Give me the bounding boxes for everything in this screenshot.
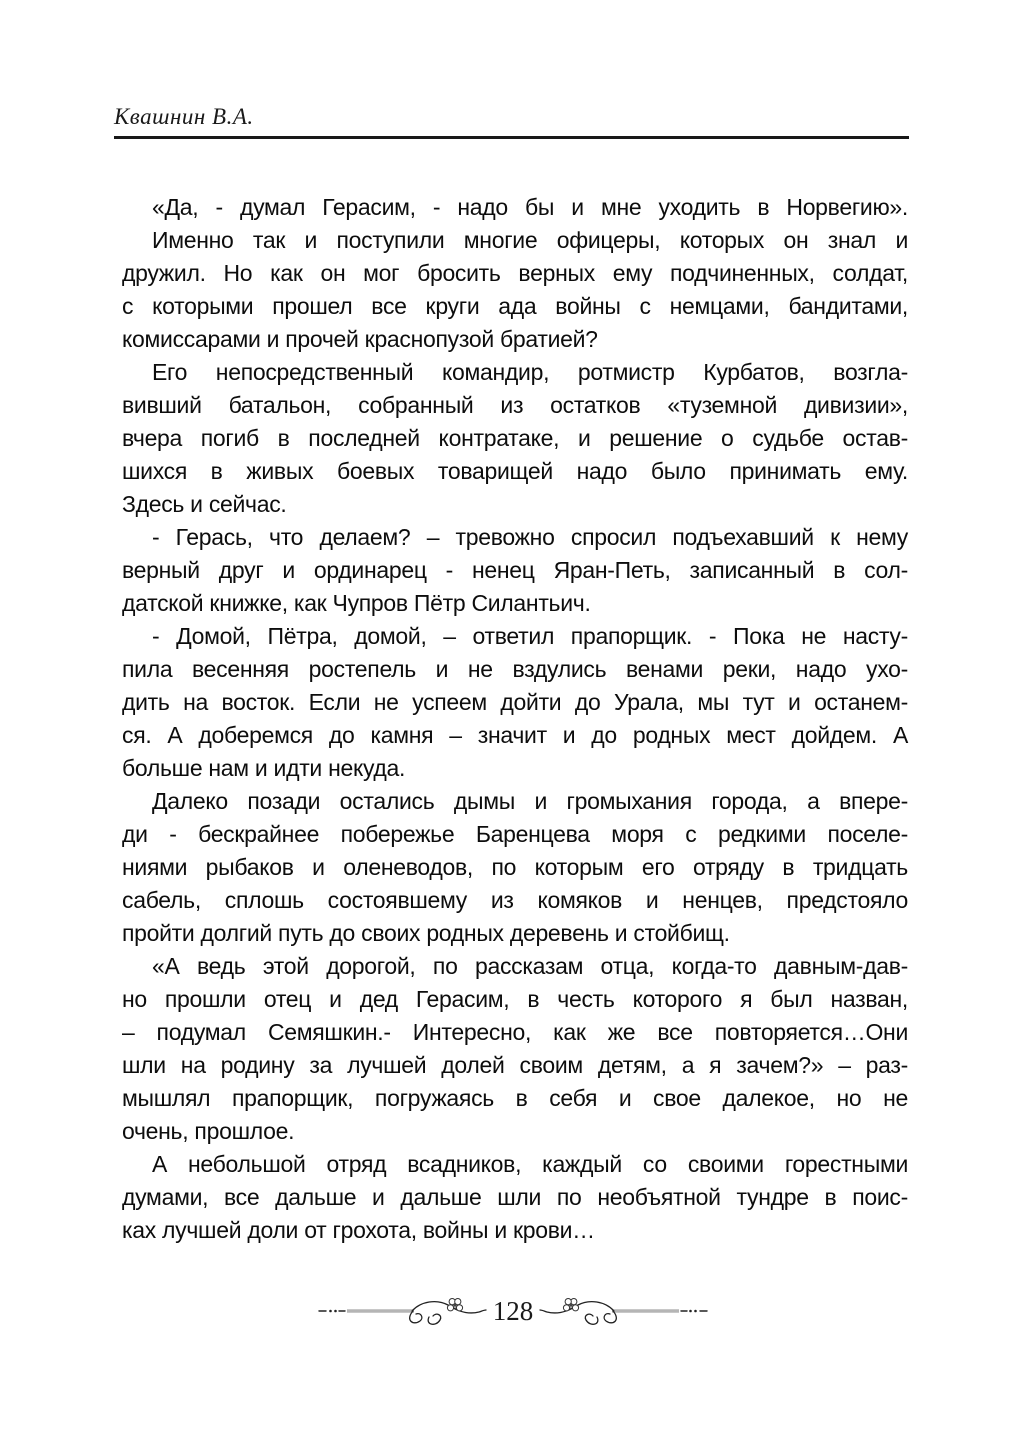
text-line: пройти долгий путь до своих родных деревень и стойбищ. (122, 920, 730, 946)
text-line: больше нам и идти некуда. (122, 755, 406, 781)
page-number: 128 (492, 1295, 534, 1326)
text-line: верный друг и ординарец - ненец Яран-Петь, записанный в сол- (122, 557, 908, 583)
paragraph (122, 191, 908, 224)
body-text (122, 191, 908, 1247)
text-line: «Да, - думал Герасим, - надо бы и мне уходить в Норвегию». (152, 194, 908, 220)
text-line: Именно так и поступили многие офицеры, которых он знал и (152, 227, 908, 253)
paragraph (122, 356, 908, 521)
text-line: с которыми прошел все круги ада войны с немцами, бандитами, (122, 293, 908, 319)
paragraph (122, 620, 908, 785)
text-line: вчера погиб в последней контратаке, и решение о судьбе остав- (122, 425, 908, 451)
text-line: «А ведь этой дорогой, по рассказам отца, когда-то давным-дав- (152, 953, 908, 979)
footer-ornament-right-icon (539, 1294, 709, 1328)
text-line: дружил. Но как он мог бросить верных ему подчиненных, солдат, (122, 260, 908, 286)
text-line: но прошли отец и дед Герасим, в честь которого я был назван, (122, 986, 908, 1012)
paragraph (122, 950, 908, 1148)
text-line: вивший батальон, собранный из остатков «туземной дивизии», (122, 392, 908, 418)
text-line: сабель, сплошь состоявшему из комяков и ненцев, предстояло (122, 887, 908, 913)
text-line: - Домой, Пётра, домой, – ответил прапорщик. - Пока не насту- (152, 623, 908, 649)
text-line: думами, все дальше и дальше шли по необъятной тундре в поис- (122, 1184, 908, 1210)
paragraph (122, 521, 908, 620)
paragraph (122, 785, 908, 950)
running-head (114, 104, 909, 139)
text-line: Далеко позади остались дымы и громыхания города, а впере- (152, 788, 908, 814)
text-line: Его непосредственный командир, ротмистр Курбатов, возгла- (152, 359, 908, 385)
paragraph (122, 224, 908, 356)
text-line: пила весенняя ростепель и не вздулись венами реки, надо ухо- (122, 656, 908, 682)
text-line: – подумал Семяшкин.- Интересно, как же все повторяется…Они (122, 1019, 908, 1045)
text-line: дить на восток. Если не успеем дойти до Урала, мы тут и останем- (122, 689, 908, 715)
text-line: ди - бескрайнее побережье Баренцева моря с редкими поселе- (122, 821, 908, 847)
text-line: А небольшой отряд всадников, каждый со своими горестными (152, 1151, 908, 1177)
text-line: шихся в живых боевых товарищей надо было принимать ему. (122, 458, 908, 484)
text-line: Здесь и сейчас. (122, 491, 287, 517)
text-line: ся. А доберемся до камня – значит и до родных мест дойдем. А (122, 722, 908, 748)
footer-ornament-left-icon (317, 1294, 487, 1328)
paragraph (122, 1148, 908, 1247)
header-rule (114, 136, 909, 139)
text-line: - Герась, что делаем? – тревожно спросил подъехавший к нему (152, 524, 908, 550)
page-footer (0, 1294, 1026, 1328)
text-line: датской книжке, как Чупров Пётр Силантьич. (122, 590, 591, 616)
text-line: комиссарами и прочей краснопузой братией? (122, 326, 598, 352)
text-line: ках лучшей доли от грохота, войны и крови… (122, 1217, 595, 1243)
author-name: Квашнин В.А. (114, 104, 254, 129)
text-line: ниями рыбаков и оленеводов, по которым его отряду в тридцать (122, 854, 908, 880)
text-line: шли на родину за лучшей долей своим детям, а я зачем?» – раз- (122, 1052, 908, 1078)
text-line: очень, прошлое. (122, 1118, 295, 1144)
text-line: мышлял прапорщик, погружаясь в себя и свое далекое, но не (122, 1085, 908, 1111)
